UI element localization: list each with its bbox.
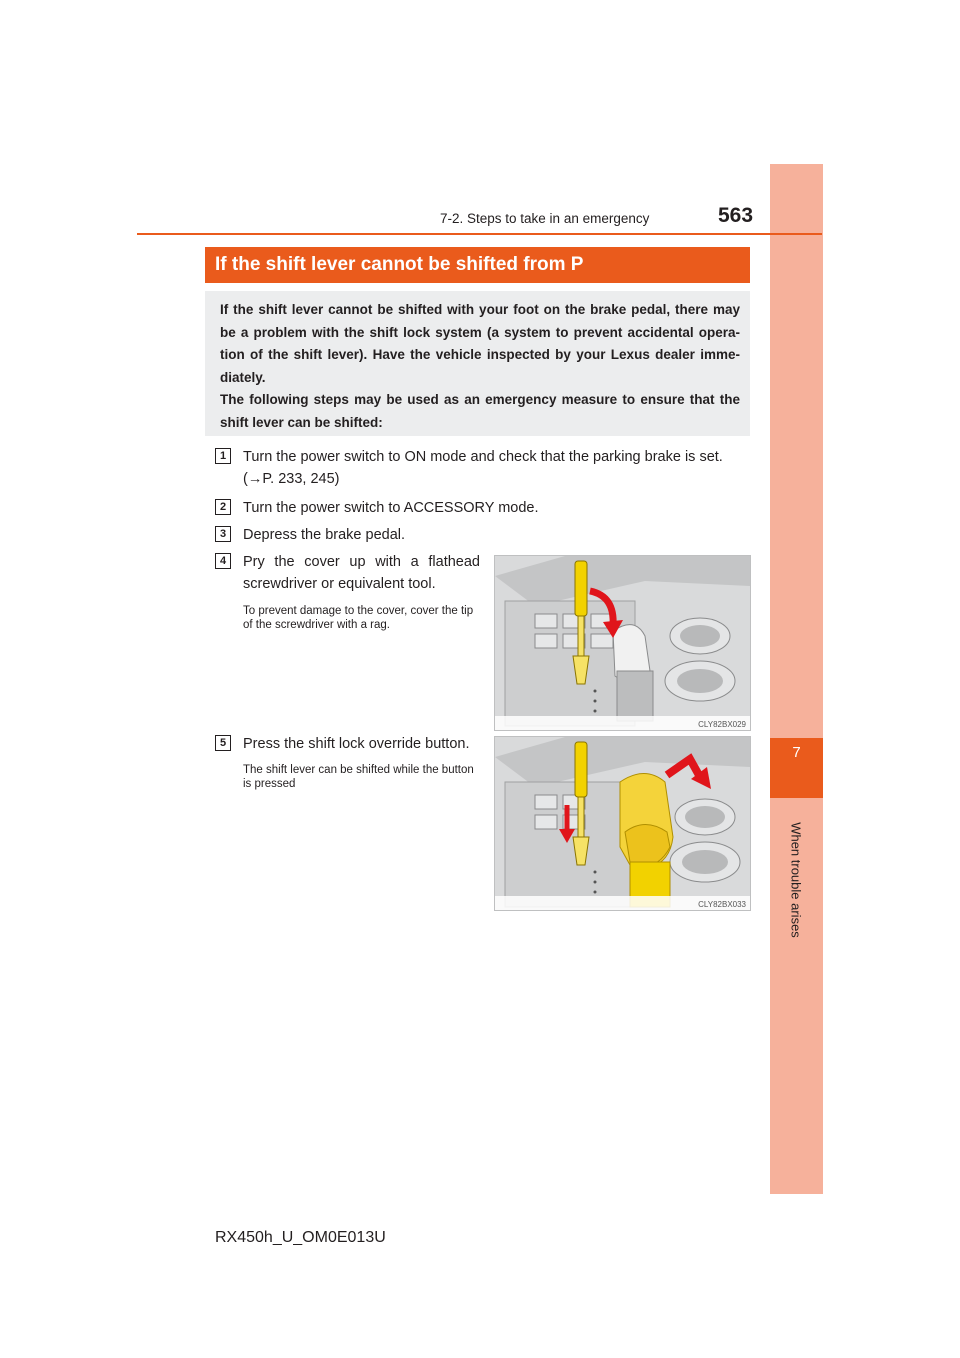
step-number-1: 1 xyxy=(215,448,231,464)
step-number-3: 3 xyxy=(215,526,231,542)
step-text-3: Depress the brake pedal. xyxy=(243,527,406,543)
step-text-5: Press the shift lock override button. xyxy=(243,736,470,752)
header-section-title: 7-2. Steps to take in an emergency xyxy=(440,211,650,226)
intro-paragraph-1: If the shift lever cannot be shifted with your foot on the brake pedal, there may be a problem with the shift lock system (a system to prevent accidental opera-tion of the shift lever). Have the vehicle inspected by your Lexus dealer imme-diately. xyxy=(220,302,740,385)
step-number-2: 2 xyxy=(215,499,231,515)
document-id: RX450h_U_OM0E013U xyxy=(215,1229,386,1246)
step-text-4: Pry the cover up with a flathead screwdriver or equivalent tool. xyxy=(243,554,480,592)
chapter-title: When trouble arises xyxy=(788,822,804,938)
step-number-5: 5 xyxy=(215,735,231,751)
intro-box xyxy=(205,291,750,436)
chapter-number: 7 xyxy=(792,744,801,761)
figure-code-1: CLY82BX029 xyxy=(698,720,746,729)
step-note-4: To prevent damage to the cover, cover the tip of the screwdriver with a rag. xyxy=(243,605,474,631)
figure-screwdriver-pry-cover xyxy=(494,555,751,731)
step-note-5: The shift lever can be shifted while the button is pressed xyxy=(243,764,474,790)
step-text-1: Turn the power switch to ON mode and check that the parking brake is set. (→P. 233, 245) xyxy=(243,449,723,487)
step-number-4: 4 xyxy=(215,553,231,569)
figure-shift-lock-override xyxy=(494,736,751,911)
header-rule xyxy=(137,233,822,235)
intro-paragraph-2: The following steps may be used as an emergency measure to ensure that the shift lever can be shifted: xyxy=(220,392,740,430)
page-number: 563 xyxy=(718,204,754,227)
step-text-2: Turn the power switch to ACCESSORY mode. xyxy=(243,500,539,516)
chapter-side-tab xyxy=(770,164,823,1194)
figure-code-2: CLY82BX033 xyxy=(698,900,746,909)
section-title: If the shift lever cannot be shifted from P xyxy=(205,247,750,283)
